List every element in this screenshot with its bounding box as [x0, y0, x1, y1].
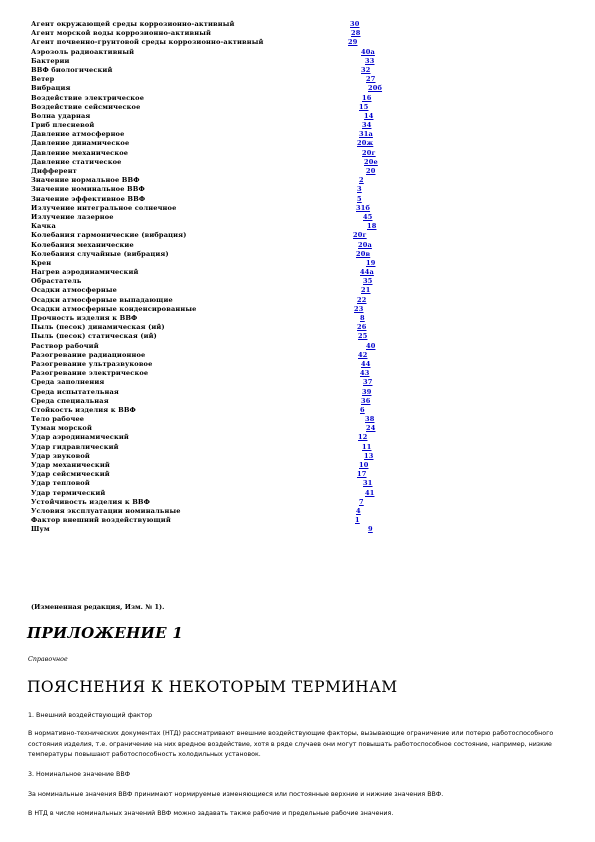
index-row: [31, 470, 431, 479]
index-term: Осадки атмосферные выпадающие: [31, 295, 173, 304]
index-term: Пыль (песок) статическая (ий): [31, 332, 157, 341]
index-term: Условия эксплуатации номинальные: [31, 506, 181, 515]
index-row: [31, 195, 431, 204]
index-ref-link[interactable]: 4: [356, 506, 361, 515]
index-row: [31, 66, 431, 75]
index-row: [31, 158, 431, 167]
index-term: Удар термический: [31, 488, 106, 497]
index-term: Давление атмосферное: [31, 130, 125, 139]
index-ref-link[interactable]: 16: [362, 93, 372, 102]
index-ref-link[interactable]: 3: [357, 185, 362, 194]
index-ref-link[interactable]: 20: [366, 167, 376, 175]
index-row: [31, 415, 431, 424]
revision-note: (Измененная редакция, Изм. № 1).: [31, 603, 165, 611]
index-ref-link[interactable]: 20а: [358, 240, 372, 249]
index-ref-link[interactable]: 2: [359, 176, 364, 185]
index-ref-link[interactable]: 33: [365, 56, 375, 65]
index-term: Аэрозоль радиоактивный: [31, 47, 135, 56]
index-term: Шум: [31, 525, 50, 534]
index-row: [31, 507, 431, 516]
paragraph: За номинальные значения ВВФ принимают нормируемые изменяющиеся или постоянные верхние и нижние значения ВВФ.: [28, 791, 444, 798]
index-term: Нагрев аэродинамический: [31, 268, 139, 277]
index-ref-link[interactable]: 26: [357, 323, 367, 332]
paragraph: В НТД в числе номинальных значений ВВФ можно задавать также рабочие и предельные рабочие значения.: [28, 810, 394, 817]
index-ref-link[interactable]: 21: [361, 286, 371, 295]
index-row: [31, 84, 431, 93]
index-ref-link[interactable]: 17: [357, 470, 367, 479]
index-ref-link[interactable]: 20г: [362, 148, 376, 157]
index-term: Туман морской: [31, 424, 93, 433]
index-row: [31, 516, 431, 525]
index-term: Удар звуковой: [31, 451, 90, 460]
index-ref-link[interactable]: 18: [367, 222, 377, 231]
index-term: Волна ударная: [31, 111, 91, 120]
index-row: [31, 185, 431, 194]
index-row: [31, 222, 431, 231]
index-ref-link[interactable]: 8: [360, 314, 365, 322]
index-row: [31, 323, 431, 332]
index-term: Ветер: [31, 75, 55, 84]
index-row: [31, 268, 431, 277]
index-term: Вибрация: [31, 84, 71, 93]
index-row: [31, 250, 431, 259]
index-ref-link[interactable]: 10: [359, 461, 369, 469]
index-row: [31, 369, 431, 378]
index-ref-link[interactable]: 36: [361, 396, 371, 405]
index-ref-link[interactable]: 40: [366, 341, 376, 350]
index-term: Колебания гармонические (вибрация): [31, 231, 187, 240]
index-row: [31, 296, 431, 305]
index-ref-link[interactable]: 5: [357, 194, 362, 203]
index-term: Раствор рабочий: [31, 341, 99, 350]
index-row: [31, 29, 431, 38]
index-row: [31, 57, 431, 66]
index-row: [31, 241, 431, 250]
term-index: [31, 20, 431, 535]
index-ref-link[interactable]: 20ж: [357, 139, 374, 148]
index-row: [31, 213, 431, 222]
index-ref-link[interactable]: 30: [350, 20, 360, 28]
index-term: Давление механическое: [31, 148, 129, 157]
index-ref-link[interactable]: 31: [363, 479, 373, 488]
index-row: [31, 489, 431, 498]
index-row: [31, 498, 431, 507]
index-row: [31, 149, 431, 158]
index-term: Среда испытательная: [31, 387, 119, 396]
index-row: [31, 130, 431, 139]
index-ref-link[interactable]: 38: [365, 415, 375, 424]
index-row: [31, 360, 431, 369]
index-ref-link[interactable]: 35: [363, 277, 373, 286]
index-ref-link[interactable]: 9: [368, 525, 373, 534]
index-term: Тело рабочее: [31, 415, 85, 424]
index-term: Дифферент: [31, 167, 77, 175]
index-row: [31, 388, 431, 397]
index-term: Удар механический: [31, 461, 110, 469]
index-row: [31, 452, 431, 461]
index-row: [31, 94, 431, 103]
index-term: Давление динамическое: [31, 139, 130, 148]
index-row: [31, 167, 431, 176]
index-row: [31, 286, 431, 295]
index-term: Пыль (песок) динамическая (ий): [31, 323, 165, 332]
index-ref-link[interactable]: 28: [351, 29, 361, 38]
index-ref-link[interactable]: 24: [366, 424, 376, 433]
index-ref-link[interactable]: 44а: [360, 268, 374, 277]
index-row: [31, 314, 431, 323]
index-term: Излучение интегральное солнечное: [31, 203, 177, 212]
index-row: [31, 204, 431, 213]
index-term: Колебания механические: [31, 240, 134, 249]
index-ref-link[interactable]: 20г: [353, 231, 367, 240]
index-row: [31, 433, 431, 442]
index-ref-link[interactable]: 40а: [361, 47, 375, 56]
index-ref-link[interactable]: 14: [364, 111, 374, 120]
index-row: [31, 277, 431, 286]
index-ref-link[interactable]: 7: [359, 497, 364, 506]
index-ref-link[interactable]: 31б: [356, 203, 371, 212]
index-row: [31, 176, 431, 185]
index-ref-link[interactable]: 12: [358, 433, 368, 442]
index-term: Агент почвенно-грунтовой среды коррозионно-активный: [31, 38, 264, 47]
index-term: Колебания случайные (вибрация): [31, 249, 169, 258]
index-term: Значение номинальное ВВФ: [31, 185, 145, 194]
index-term: Бактерии: [31, 56, 70, 65]
index-ref-link[interactable]: 27: [366, 75, 376, 84]
appendix-title: ПРИЛОЖЕНИЕ 1: [27, 624, 184, 642]
index-row: [31, 231, 431, 240]
index-ref-link[interactable]: 32: [361, 65, 371, 74]
index-ref-link[interactable]: 20е: [364, 157, 378, 166]
index-ref-link[interactable]: 39: [362, 387, 372, 396]
index-ref-link[interactable]: 19: [366, 258, 376, 267]
index-row: [31, 424, 431, 433]
index-term: Прочность изделия к ВВФ: [31, 314, 138, 322]
index-ref-link[interactable]: 44: [361, 359, 371, 368]
index-ref-link[interactable]: 25: [358, 332, 368, 341]
index-ref-link[interactable]: 34: [362, 121, 372, 130]
index-row: [31, 75, 431, 84]
index-term: Разогревание радиационное: [31, 350, 146, 359]
index-ref-link[interactable]: 20б: [368, 84, 383, 93]
index-ref-link[interactable]: 13: [364, 451, 374, 460]
term-heading: 3. Номинальное значение ВВФ: [28, 771, 131, 778]
index-ref-link[interactable]: 20в: [356, 249, 371, 258]
index-term: Удар сейсмический: [31, 470, 110, 479]
term-heading: 1. Внешний воздействующий фактор: [28, 712, 153, 719]
index-ref-link[interactable]: 37: [363, 378, 373, 387]
index-term: Агент морской воды коррозионно-активный: [31, 29, 212, 38]
index-row: [31, 406, 431, 415]
index-term: Среда заполнения: [31, 378, 105, 387]
index-row: [31, 332, 431, 341]
index-row: [31, 443, 431, 452]
index-row: [31, 305, 431, 314]
index-term: Обрастатель: [31, 277, 82, 286]
index-ref-link[interactable]: 41: [365, 488, 375, 497]
index-row: [31, 525, 431, 534]
index-term: Значение эффективное ВВФ: [31, 194, 146, 203]
index-ref-link[interactable]: 45: [363, 212, 373, 221]
index-term: ВВФ биологический: [31, 65, 113, 74]
index-term: Осадки атмосферные конденсированные: [31, 304, 197, 313]
index-term: Крен: [31, 258, 52, 267]
index-term: Фактор внешний воздействующий: [31, 516, 171, 525]
index-row: [31, 103, 431, 112]
index-term: Излучение лазерное: [31, 212, 114, 221]
index-ref-link[interactable]: 1: [355, 516, 360, 525]
index-term: Разогревание электрическое: [31, 369, 149, 378]
index-row: [31, 139, 431, 148]
index-ref-link[interactable]: 6: [360, 405, 365, 414]
index-row: [31, 479, 431, 488]
index-term: Удар гидравлический: [31, 442, 119, 451]
index-row: [31, 20, 431, 29]
index-row: [31, 397, 431, 406]
index-ref-link[interactable]: 23: [354, 304, 364, 313]
index-ref-link[interactable]: 31а: [359, 130, 373, 139]
index-ref-link[interactable]: 43: [360, 369, 370, 378]
index-term: Удар тепловой: [31, 479, 90, 488]
index-term: Среда специальная: [31, 396, 109, 405]
index-ref-link[interactable]: 22: [357, 295, 367, 304]
index-term: Стойкость изделия к ВВФ: [31, 405, 136, 414]
index-ref-link[interactable]: 42: [358, 350, 368, 359]
index-row: [31, 342, 431, 351]
index-term: Гриб плесневой: [31, 121, 95, 130]
index-row: [31, 351, 431, 360]
index-term: Воздействие сейсмическое: [31, 102, 141, 111]
index-row: [31, 48, 431, 57]
index-row: [31, 38, 431, 47]
appendix-subtitle: Справочное: [28, 656, 68, 663]
index-row: [31, 121, 431, 130]
index-term: Разогревание ультразвуковое: [31, 359, 153, 368]
index-row: [31, 378, 431, 387]
index-term: Устойчивость изделия к ВВФ: [31, 497, 151, 506]
index-term: Значение нормальное ВВФ: [31, 176, 140, 185]
index-term: Агент окружающей среды коррозионно-активный: [31, 20, 235, 28]
index-row: [31, 259, 431, 268]
index-term: Осадки атмосферные: [31, 286, 117, 295]
paragraph: В нормативно-технических документах (НТД) рассматривают внешние воздействующие факторы, вызывающие ограничение или потерю работоспособного состояния изделия, т.е. ограничение на них вредное воздействие, хотя в ряде случаев они могут повышать работоспособное состояние, например, низкие температуры повышают работоспособность холодильных установок.: [28, 730, 554, 758]
index-row: [31, 112, 431, 121]
index-term: Давление статическое: [31, 157, 122, 166]
index-term: Удар аэродинамический: [31, 433, 129, 442]
index-ref-link[interactable]: 11: [362, 442, 372, 451]
index-ref-link[interactable]: 15: [359, 102, 369, 111]
section-title: ПОЯСНЕНИЯ К НЕКОТОРЫМ ТЕРМИНАМ: [27, 678, 398, 696]
index-row: [31, 461, 431, 470]
index-ref-link[interactable]: 29: [348, 38, 358, 47]
index-term: Воздействие электрическое: [31, 93, 145, 102]
index-term: Качка: [31, 222, 56, 231]
